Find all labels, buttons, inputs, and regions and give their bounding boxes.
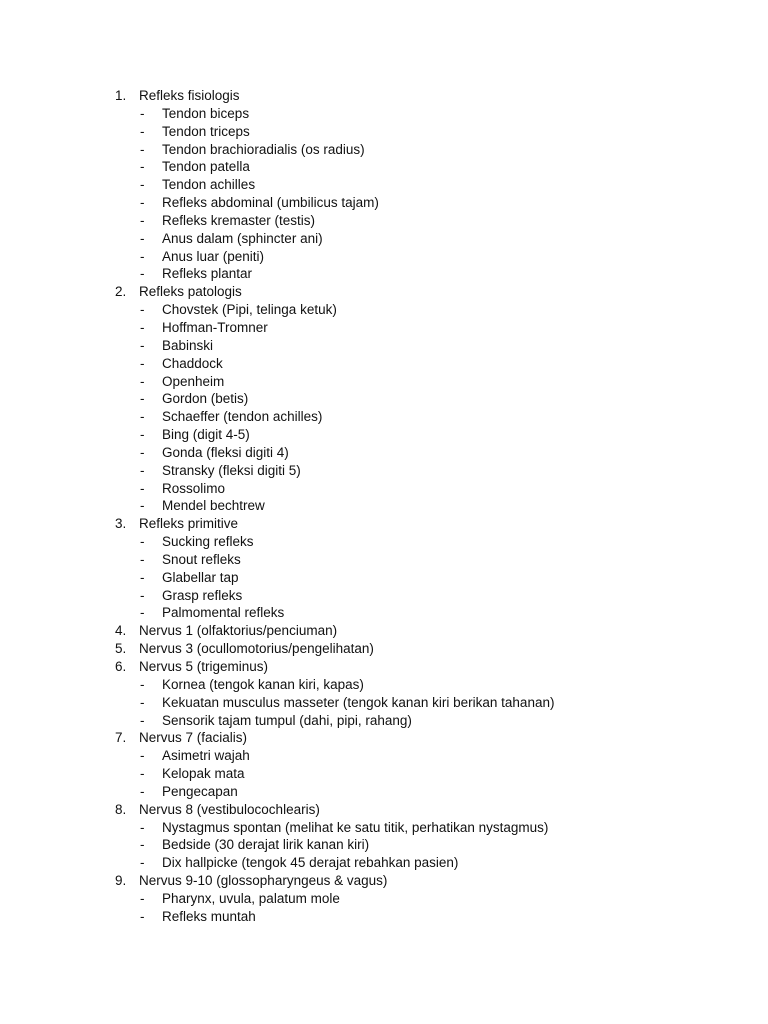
sub-list-item: [0, 765, 768, 783]
list-item: [0, 515, 768, 533]
sub-list-item-label: Sensorik tajam tumpul (dahi, pipi, rahang): [162, 712, 412, 728]
sub-list-item-label: Asimetri wajah: [162, 748, 250, 764]
sub-list-item-label: Kekuatan musculus masseter (tengok kanan kiri berikan tahanan): [162, 694, 555, 710]
bullet-dash: -: [140, 587, 145, 603]
sub-list-item: [0, 426, 768, 444]
bullet-dash: -: [140, 159, 145, 175]
sub-list-item-label: Mendel bechtrew: [162, 498, 265, 514]
sub-list-item: [0, 551, 768, 569]
sub-list-item: [0, 497, 768, 515]
sub-list-item-label: Chovstek (Pipi, telinga ketuk): [162, 302, 337, 318]
list-item: [0, 640, 768, 658]
sub-list-item: [0, 462, 768, 480]
sub-list-item: [0, 301, 768, 319]
bullet-dash: -: [140, 890, 145, 906]
list-item-label: Refleks primitive: [139, 516, 239, 532]
bullet-dash: -: [140, 748, 145, 764]
bullet-dash: -: [140, 319, 145, 335]
sub-list-item: [0, 694, 768, 712]
list-item-number: 6.: [115, 659, 127, 674]
sub-list-item: [0, 158, 768, 176]
sub-list-item: [0, 836, 768, 854]
sub-list-item-label: Nystagmus spontan (melihat ke satu titik, perhatikan nystagmus): [162, 819, 549, 835]
list-item-label: Refleks fisiologis: [139, 88, 240, 103]
list-item: [0, 87, 768, 105]
bullet-dash: -: [140, 569, 145, 585]
sub-list-item-label: Refleks kremaster (testis): [162, 212, 316, 228]
bullet-dash: -: [140, 712, 145, 728]
sub-list-item: [0, 712, 768, 730]
sub-list-item: [0, 230, 768, 248]
list-item: [0, 872, 768, 890]
bullet-dash: -: [140, 230, 145, 246]
sub-list-item: [0, 337, 768, 355]
bullet-dash: -: [140, 212, 145, 228]
sub-list-item: [0, 587, 768, 605]
bullet-dash: -: [140, 409, 145, 425]
sub-list-item-label: Refleks abdominal (umbilicus tajam): [162, 195, 379, 211]
bullet-dash: -: [140, 123, 145, 139]
bullet-dash: -: [140, 105, 145, 121]
sub-list-item: [0, 355, 768, 373]
bullet-dash: -: [140, 676, 145, 692]
sub-list-item-label: Tendon triceps: [162, 123, 250, 139]
sub-list-item-label: Bedside (30 derajat lirik kanan kiri): [162, 837, 370, 853]
list-item-number: 2.: [115, 284, 127, 300]
bullet-dash: -: [140, 462, 145, 478]
sub-list-item: [0, 265, 768, 283]
bullet-dash: -: [140, 266, 145, 282]
sub-list-item: [0, 819, 768, 837]
list-item: [0, 729, 768, 747]
sub-list-item-label: Anus dalam (sphincter ani): [162, 230, 323, 246]
sub-list-item-label: Pharynx, uvula, palatum mole: [162, 890, 340, 906]
bullet-dash: -: [140, 337, 145, 353]
sub-list-item-label: Tendon biceps: [162, 105, 250, 121]
sub-list-item-label: Refleks muntah: [162, 908, 256, 924]
sub-list-item-label: Anus luar (peniti): [162, 248, 265, 264]
list-item-number: 7.: [115, 730, 127, 746]
list-item-label: Nervus 8 (vestibulocochlearis): [139, 801, 320, 817]
sub-list-item-label: Gordon (betis): [162, 391, 249, 407]
list-item: [0, 801, 768, 819]
list-item: [0, 283, 768, 301]
sub-list-item: [0, 569, 768, 587]
sub-list-item-label: Tendon achilles: [162, 177, 256, 193]
bullet-dash: -: [140, 783, 145, 799]
list-item-label: Refleks patologis: [139, 284, 242, 300]
sub-list-item-label: Openheim: [162, 373, 225, 389]
sub-list-item-label: Kelopak mata: [162, 766, 245, 782]
sub-list-item-label: Stransky (fleksi digiti 5): [162, 462, 301, 478]
sub-list-item: [0, 319, 768, 337]
bullet-dash: -: [140, 855, 145, 871]
bullet-dash: -: [140, 908, 145, 924]
bullet-dash: -: [140, 177, 145, 193]
sub-list-item-label: Sucking refleks: [162, 534, 254, 550]
sub-list-item: [0, 212, 768, 230]
sub-list-item-label: Hoffman-Tromner: [162, 319, 268, 335]
sub-list-item: [0, 105, 768, 123]
sub-list-item: [0, 390, 768, 408]
list-item-number: 1.: [115, 88, 127, 103]
list-item-label: Nervus 1 (olfaktorius/penciuman): [139, 623, 338, 639]
sub-list-item: [0, 676, 768, 694]
sub-list-item-label: Tendon patella: [162, 159, 250, 175]
sub-list-item: [0, 444, 768, 462]
sub-list-item: [0, 908, 768, 926]
sub-list-item: [0, 747, 768, 765]
list-item-number: 9.: [115, 873, 127, 889]
sub-list-item-label: Schaeffer (tendon achilles): [162, 409, 323, 425]
sub-list-item-label: Grasp refleks: [162, 587, 243, 603]
sub-list-item: [0, 854, 768, 872]
sub-list-item-label: Gonda (fleksi digiti 4): [162, 444, 289, 460]
bullet-dash: -: [140, 373, 145, 389]
bullet-dash: -: [140, 819, 145, 835]
sub-list-item-label: Tendon brachioradialis (os radius): [162, 141, 365, 157]
list-item-number: 5.: [115, 641, 127, 657]
sub-list-item-label: Dix hallpicke (tengok 45 derajat rebahkan pasien): [162, 855, 459, 871]
sub-list-item-label: Bing (digit 4-5): [162, 427, 250, 443]
sub-list-item-label: Rossolimo: [162, 480, 226, 496]
bullet-dash: -: [140, 302, 145, 318]
sub-list-item: [0, 533, 768, 551]
bullet-dash: -: [140, 355, 145, 371]
bullet-dash: -: [140, 195, 145, 211]
bullet-dash: -: [140, 498, 145, 514]
sub-list-item-label: Pengecapan: [162, 783, 238, 799]
sub-list-item: [0, 373, 768, 391]
list-item: [0, 622, 768, 640]
sub-list-item-label: Palmomental refleks: [162, 605, 285, 621]
bullet-dash: -: [140, 427, 145, 443]
sub-list-item: [0, 890, 768, 908]
sub-list-item: [0, 123, 768, 141]
sub-list-item-label: Glabellar tap: [162, 569, 239, 585]
sub-list-item-label: Refleks plantar: [162, 266, 253, 282]
sub-list-item-label: Babinski: [162, 337, 214, 353]
bullet-dash: -: [140, 605, 145, 621]
sub-list-item: [0, 194, 768, 212]
sub-list-item: [0, 783, 768, 801]
bullet-dash: -: [140, 694, 145, 710]
document-page: [0, 87, 768, 926]
bullet-dash: -: [140, 480, 145, 496]
bullet-dash: -: [140, 837, 145, 853]
list-item: [0, 658, 768, 676]
sub-list-item-label: Kornea (tengok kanan kiri, kapas): [162, 676, 364, 692]
list-item-number: 8.: [115, 801, 127, 817]
sub-list-item: [0, 604, 768, 622]
bullet-dash: -: [140, 248, 145, 264]
bullet-dash: -: [140, 141, 145, 157]
sub-list-item: [0, 248, 768, 266]
sub-list-item: [0, 480, 768, 498]
bullet-dash: -: [140, 444, 145, 460]
sub-list-item-label: Chaddock: [162, 355, 223, 371]
sub-list-item-label: Snout refleks: [162, 551, 241, 567]
list-item-label: Nervus 5 (trigeminus): [139, 659, 269, 674]
bullet-dash: -: [140, 551, 145, 567]
list-item-label: Nervus 3 (ocullomotorius/pengelihatan): [139, 641, 374, 657]
sub-list-item: [0, 408, 768, 426]
bullet-dash: -: [140, 534, 145, 550]
list-item-label: Nervus 9-10 (glossopharyngeus & vagus): [139, 873, 388, 889]
sub-list-item: [0, 176, 768, 194]
sub-list-item: [0, 141, 768, 159]
bullet-dash: -: [140, 391, 145, 407]
list-item-number: 4.: [115, 623, 127, 639]
list-item-label: Nervus 7 (facialis): [139, 730, 248, 746]
bullet-dash: -: [140, 766, 145, 782]
list-item-number: 3.: [115, 516, 127, 532]
